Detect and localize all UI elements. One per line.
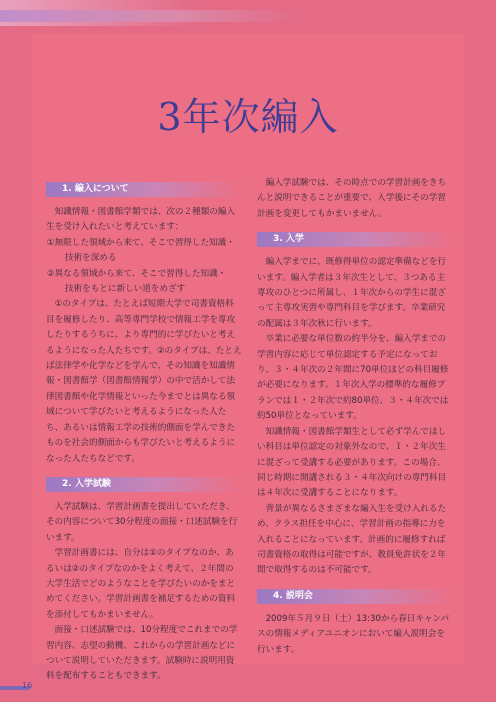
s3-p3: 知識情報・図書館学類生として必ず学んでほしい科目は単位認定の対象外なので、１・２年次生に混ざって受講する必要があります。この場合、同じ時期に開講される３・４年次向けの専門科目は４年次に受講することになります。 [257,426,447,499]
top-stripe [0,10,300,22]
s2-p2: 学習計画書には、自分は①のタイプなのか、あるいは②のタイプなのかをよく考えて、２年間の大学生活でどのようなことを学びたいのかをまとめてください。学習計画書を補足するための資料を添付してもかまいません。 [46,548,236,620]
top-decorative-band [0,0,496,26]
section-heading-2: 2. 入学試験 [46,477,242,492]
section-heading-3: 3. 入学 [257,232,453,247]
s2-p1: 入学試験は、学習計画書を提出していただき、その内容について30分程度の面接・口述試験を行います。 [46,501,238,543]
section-heading-1: 1. 編入について [46,182,242,197]
section-heading-4: 4. 説明会 [257,589,453,604]
s1-item1: ①無限した領域から来て、そこで習得した知識・ [46,237,235,248]
s1-item2: ②異なる領域から来て、そこで習得した知識・ [46,268,227,279]
s1-body: ①のタイプは、たとえば短期大学で司書資格科目を履修したり、高等専門学校で情報工学を専攻したりするうちに、より専門的に学びたいと考えるようになった人たちです。②のタイプは、たとえば法律学や化学などを学んで、その知識を知識情報・図書館学（図書館情報学）の中で活かして法律図書館や化学情報といった今までとは異なる領域について学びたいと考えるようになった人たち、あるいは情報工学の技術的側面を学んできたものを社会的側面からも学びたいと考えるようになった人たちなどです。 [46,299,242,464]
page-number: 16 [22,681,33,690]
s3-p2: 卒業に必要な単位数の約半分を、編入学までの学習内容に応じて単位認定する予定になっており、３・４年次の２年間に70単位ほどの科目履修が必要になります。１年次入学の標準的な履修プランでは１・２年次で約80単位、３・４年次では約50単位となっています。 [257,334,449,422]
s4-p1: 2009年５月９日（土）13:30から春日キャンパスの情報メディアユニオンにおいて編入説明会を行います。 [257,613,450,655]
page-title: 3年次編入 [157,95,339,139]
s1-item2b: 技術をもとに新しい道をめざす [64,284,186,295]
left-column [46,178,242,685]
right-column [257,176,453,658]
s3-p4: 背景が異なるさまざまな編入生を受け入れるため、クラス担任を中心に、学習計画の指導に力を入れることになっています。計画的に履修すれば司書資格の取得は可能ですが、教員免許状を２年間で取得するのは不可能です。 [257,503,447,576]
s1-item1b: 技術を深める [64,253,117,264]
s3-p1: 編入学までに、既修得単位の認定準備などを行います。編入学者は３年次生として、３つある主専攻のひとつに所属し、１年次からの学生に混ざって主専攻実習や専門科目を学びます。卒業研究の配属は３年次秋に行います。 [257,257,447,329]
s2-continued: 編入学試験では、その時点での学習計画をきちんと説明できることが重要で、入学後にその学習計画を変更してもかまいません。 [257,178,447,219]
s1-intro: 知識情報・図書館学類では、次の２種類の編入生を受け入れたいと考えています： [46,207,236,233]
s2-p3: 面接・口述試験では、10分程度でこれまでの学習内容、志望の動機、これからの学習計画などについて説明していただきます。試験時に説明用資料を配布することもできます。 [46,625,238,682]
